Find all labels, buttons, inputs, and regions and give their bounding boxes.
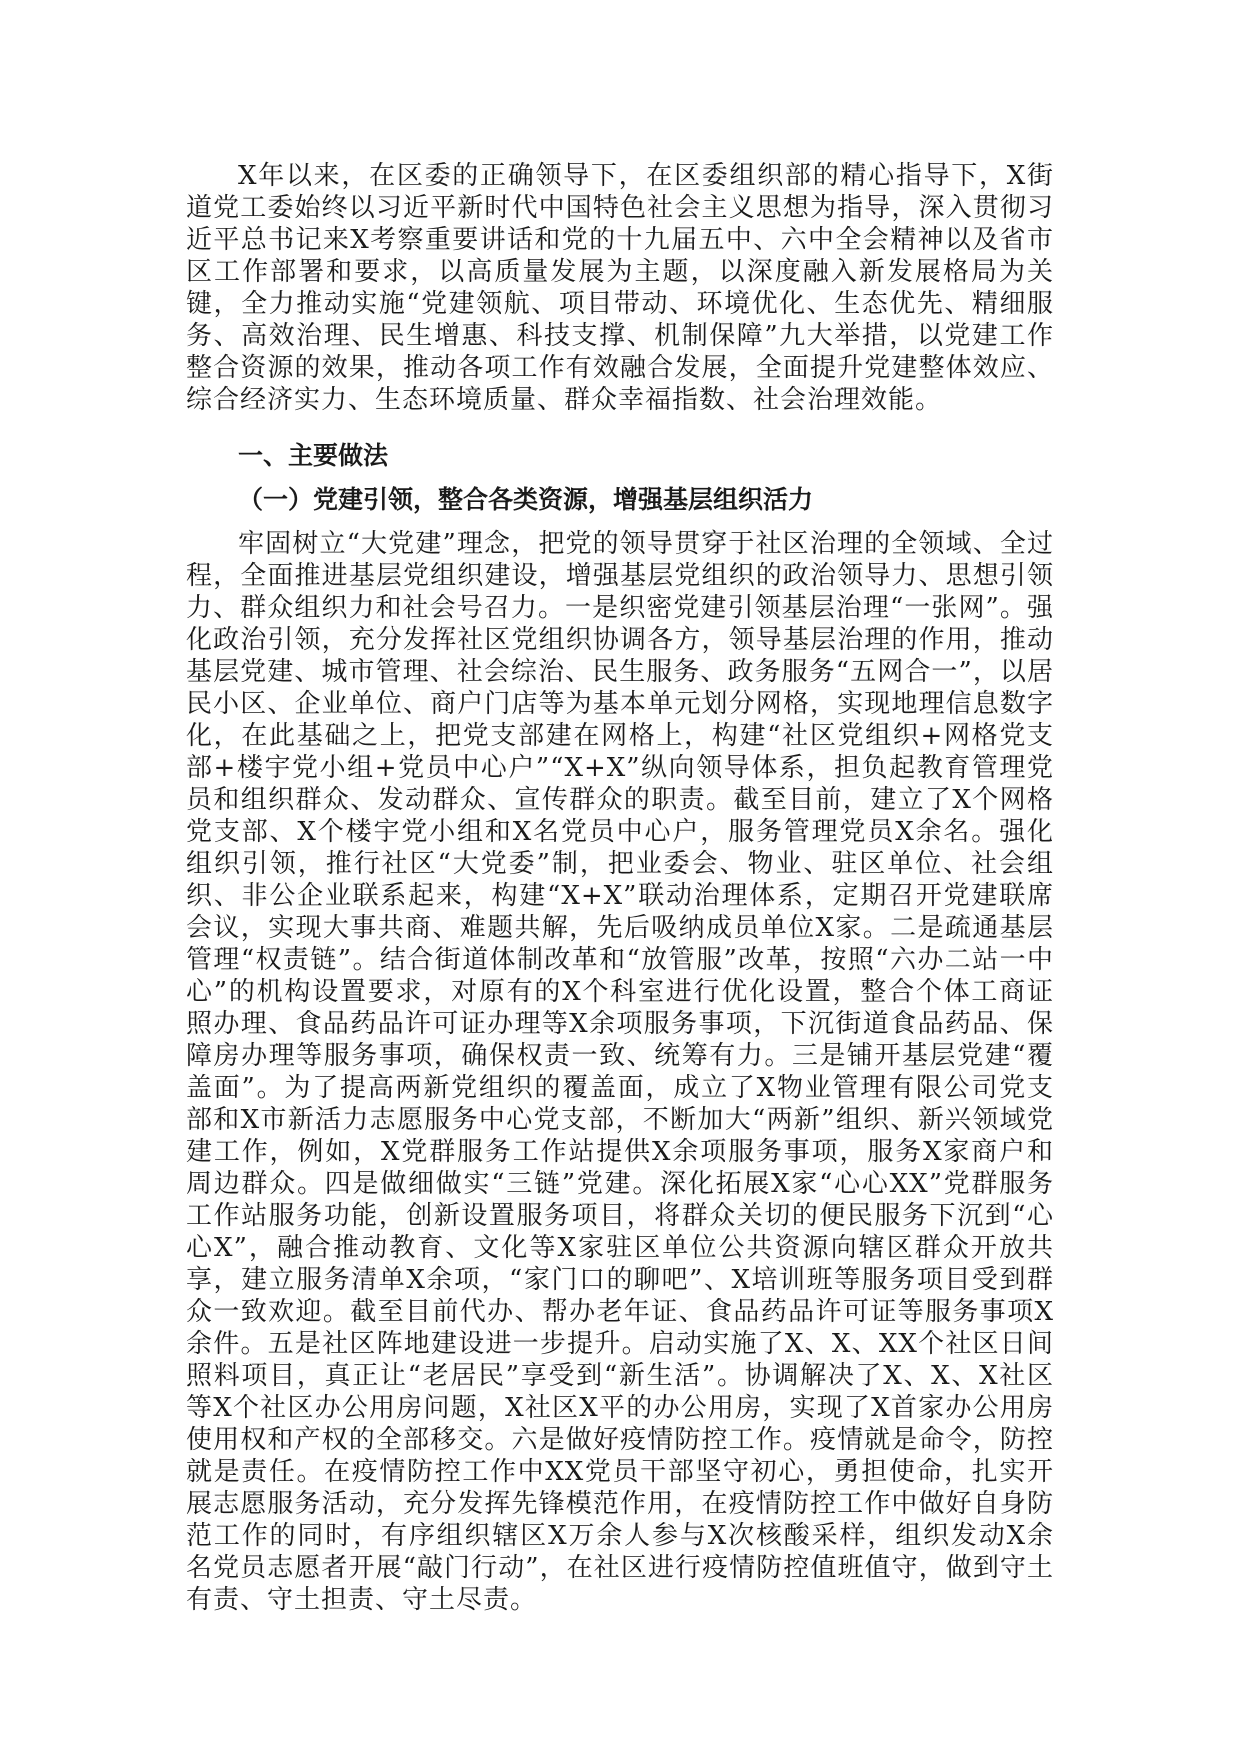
document-page <box>186 160 1054 1616</box>
intro-paragraph: X年以来，在区委的正确领导下，在区委组织部的精心指导下，X街道党工委始终以习近平新时代中国特色社会主义思想为指导，深入贯彻习近平总书记来X考察重要讲话和党的十九届五中、六中全会精神以及省市区工作部署和要求，以高质量发展为主题，以深度融入新发展格局为关键，全力推动实施“党建领航、项目带动、环境优化、生态优先、精细服务、高效治理、民生增惠、科技支撑、机制保障”九大举措，以党建工作整合资源的效果，推动各项工作有效融合发展，全面提升党建整体效应、综合经济实力、生态环境质量、群众幸福指数、社会治理效能。 <box>186 161 1054 415</box>
section-heading: 一、主要做法 <box>238 441 389 470</box>
body-paragraph: 牢固树立“大党建”理念，把党的领导贯穿于社区治理的全领域、全过程，全面推进基层党组织建设，增强基层党组织的政治领导力、思想引领力、群众组织力和社会号召力。一是织密党建引领基层治理“一张网”。强化政治引领，充分发挥社区党组织协调各方，领导基层治理的作用，推动基层党建、城市管理、社会综治、民生服务、政务服务“五网合一”，以居民小区、企业单位、商户门店等为基本单元划分网格，实现地理信息数字化，在此基础之上，把党支部建在网格上，构建“社区党组织+网格党支部+楼宇党小组+党员中心户”“X+X”纵向领导体系，担负起教育管理党员和组织群众、发动群众、宣传群众的职责。截至目前，建立了X个网格党支部、X个楼宇党小组和X名党员中心户，服务管理党员X余名。强化组织引领，推行社区“大党委”制，把业委会、物业、驻区单位、社会组织、非公企业联系起来，构建“X+X”联动治理体系，定期召开党建联席会议，实现大事共商、难题共解，先后吸纳成员单位X家。二是疏通基层管理“权责链”。结合街道体制改革和“放管服”改革，按照“六办二站一中心”的机构设置要求，对原有的X个科室进行优化设置，整合个体工商证照办理、食品药品许可证办理等X余项服务事项，下沉街道食品药品、保障房办理等服务事项，确保权责一致、统筹有力。三是铺开基层党建“覆盖面”。为了提高两新党组织的覆盖面，成立了X物业管理有限公司党支部和X市新活力志愿服务中心党支部，不断加大“两新”组织、新兴领域党建工作，例如，X党群服务工作站提供X余项服务事项，服务X家商户和周边群众。四是做细做实“三链”党建。深化拓展X家“心心XX”党群服务工作站服务功能，创新设置服务项目，将群众关切的便民服务下沉到“心心X”，融合推动教育、文化等X家驻区单位公共资源向辖区群众开放共享，建立服务清单X余项，“家门口的聊吧”、X培训班等服务项目受到群众一致欢迎。截至目前代办、帮办老年证、食品药品许可证等服务事项X余件。五是社区阵地建设进一步提升。启动实施了X、X、XX个社区日间照料项目，真正让“老居民”享受到“新生活”。协调解决了X、X、X社区等X个社区办公用房问题，X社区X平的办公用房，实现了X首家办公用房使用权和产权的全部移交。六是做好疫情防控工作。疫情就是命令，防控就是责任。在疫情防控工作中XX党员干部坚守初心，勇担使命，扎实开展志愿服务活动，充分发挥先锋模范作用，在疫情防控工作中做好自身防范工作的同时，有序组织辖区X万余人参与X次核酸采样，组织发动X余名党员志愿者开展“敲门行动”，在社区进行疫情防控值班值守，做到守土有责、守土担责、守土尽责。 <box>186 529 1054 1615</box>
subsection-heading: （一）党建引领，整合各类资源，增强基层组织活力 <box>238 485 814 514</box>
